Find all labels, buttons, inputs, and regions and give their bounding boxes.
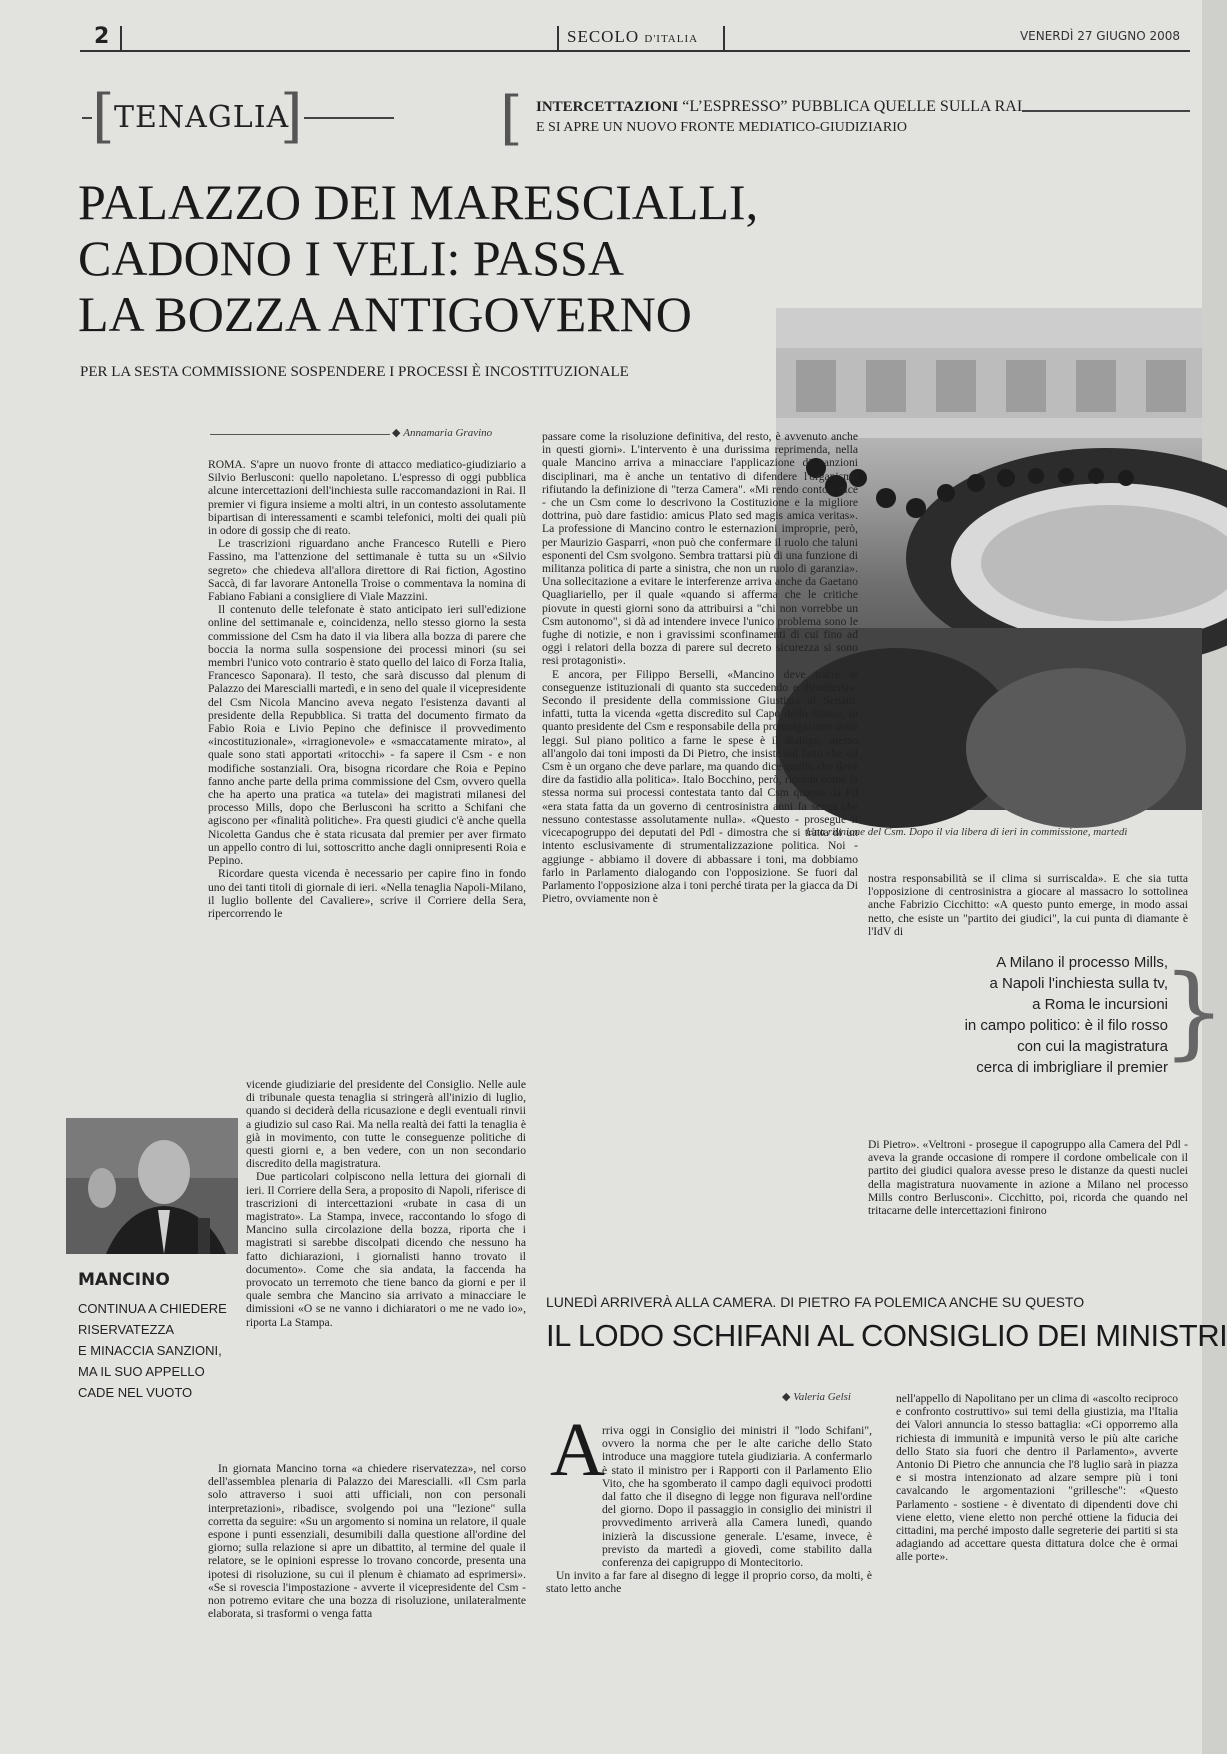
paper-name bbox=[567, 27, 698, 47]
paragraph: Due particolari colpiscono nella lettura dei giornali di ieri. Il Corriere della Sera, a proposito di Napoli, riferisce di trascrizioni di intercettazioni «rubate in casa di un magistrato». La Stampa, invece, raccontando lo sfogo di Mancino sulla circolazione della bozza, riporta che i magistrati si sarebbe discolpati dicendo che nessuno ha fatto dichiarazioni, i giornalisti hanno trovato il documento». Come che sia andata, la faccenda ha provocato un terremoto che tiene banco da giorni e per il quale sembra che Mancino sia arrivato a minacciare le dimissioni «O se ne vanno i dichiaratori o me ne vado io», riporta La Stampa. bbox=[246, 1170, 526, 1329]
paragraph: Un invito a far fare al disegno di legge il proprio corso, da molti, è stato letto anche bbox=[546, 1569, 872, 1596]
byline-author: Annamaria Gravino bbox=[403, 427, 493, 439]
paper-name-main: SECOLO bbox=[567, 27, 640, 46]
byline-author: Valeria Gelsi bbox=[793, 1391, 851, 1403]
kicker-lead: INTERCETTAZIONI bbox=[536, 99, 679, 115]
paragraph: passare come la risoluzione definitiva, del resto, è avvenuto anche in questi giorni». L'intervento è una durissima reprimenda, nella quale Mancino arriva a minacciare l'applicazione di sanzioni disciplinari, ma è anche un tentativo di difendere l'organismo rifiutando la definizione di "terza Camera". «Mi rendo conto - dice - che un Csm come lo descrivono la Costituzione e la migliore dottrina, può dare fastidio: amicus Plato sed magis amica veritas». La professione di Mancino contro le esternazioni improprie, però, per Maurizio Gasparri, «non può che confermare il ruolo che taluni esponenti del Csm svolgono. Sembra trattarsi più di una funzione di militanza politica di parte a sinistra, che non un ruolo di garanzia». Una sollecitazione a evitare le interferenze arriva anche da Gaetano Quagliariello, per il quale «quando si afferma che le critiche piovute in questi giorni sono da attribuirsi a "chi non vorrebbe un Csm autonomo", si dà ad intendere invece l'unico problema sono le fughe di notizie, e non i gravissimi sconfinamenti di cui fino ad oggi i relatori della bozza di parere sul decreto sicurezza si sono resi protagonisti». bbox=[542, 430, 858, 668]
page-number: 2 bbox=[94, 24, 110, 49]
article-column-2 bbox=[542, 430, 858, 905]
paragraph: rriva oggi in Consiglio dei ministri il "lodo Schifani", ovvero la norma che per le alte cariche dello Stato introduce una maggiore tutela giudiziaria. A confermarlo è stato il ministro per i Rapporti con il Parlamento Elio Vito, che ha sgomberato il campo dagli equivoci prodotti dal fatto che il disegno di legge non figurava nell'ordine del giorno. Dopo il passaggio in consiglio dei ministri il provvedimento arriverà alla Camera lunedì, quando inizierà la discussione generale. L'esame, invece, è previsto da martedì a giovedì, come stabilito dalla conferenza dei capigruppo di Montecitorio. bbox=[602, 1424, 872, 1570]
pullquote-line: A Milano il processo Mills, bbox=[996, 954, 1168, 971]
headline-line-2: CADONO I VELI: PASSA bbox=[78, 230, 624, 286]
pullquote-line: cerca di imbrigliare il premier bbox=[976, 1059, 1168, 1076]
caption-line: RISERVATEZZA bbox=[78, 1322, 175, 1337]
pullquote-line: in campo politico: è il filo rosso bbox=[964, 1017, 1168, 1034]
photo-caption: Una riunione del Csm. Dopo il via libera di ieri in commissione, martedì bbox=[806, 826, 1128, 838]
paragraph: ROMA. S'apre un nuovo fronte di attacco mediatico-giudiziario a Silvio Berlusconi: quello napoletano. L'espresso di oggi pubblica alcune intercettazioni dell'inchiesta sulle raccomandazioni in Rai. Il premier vi figura insieme a molti altri, in un contesto assolutamente bipartisan di interessamenti e scambi telefonici, molti dei quali più in odore di gossip che di reato. bbox=[208, 458, 526, 538]
portrait-name: MANCINO bbox=[78, 1270, 170, 1290]
article-column-1-narrow bbox=[246, 1078, 526, 1329]
headline-line-3: LA BOZZA ANTIGOVERNO bbox=[78, 286, 692, 342]
paragraph: In giornata Mancino torna «a chiedere riservatezza», nel corso dell'assemblea plenaria di Palazzo dei Marescialli. «Il Csm parla solo attraverso i suoi atti ufficiali, non con personali interpretazioni», ribadisce, svolgendo poi una "lezione" sulla corretta da seguire: «Su un argomento si nomina un relatore, il quale espone i punti essenziali, desumibili dalla questione all'ordine del giorno; sulla relazione si apre un dibattito, al termine del quale il relatore, se le opinioni espresse lo trovano concorde, presenta una ipotesi di risoluzione, su cui il plenum è chiamato ad esprimersi». «Se si rovescia l'impostazione - avverte il vicepresidente del Csm - non potremo evitare che una bozza di risoluzione, unilateralmente elaborata, si trasformi o venga fatta bbox=[208, 1462, 526, 1621]
section-name: TENAGLIA bbox=[114, 100, 290, 135]
pullquote-bracket: } bbox=[1162, 953, 1226, 1070]
pullquote-line: con cui la magistratura bbox=[1017, 1038, 1168, 1055]
second-article-kicker: LUNEDÌ ARRIVERÀ ALLA CAMERA. DI PIETRO FA POLEMICA ANCHE SU QUESTO bbox=[546, 1294, 1085, 1310]
paragraph: Le trascrizioni riguardano anche Francesco Rutelli e Piero Fassino, ma l'attenzione del settimanale è tutta su un «Silvio segreto» che chiedeva all'allora direttore di Rai fiction, Agostino Saccà, di far lavorare Antonella Troise o commentava la nomina di Fabiano Fabiani a consigliere di Viale Mazzini. bbox=[208, 537, 526, 604]
article-column-1-bottom bbox=[208, 1462, 526, 1620]
issue-date: VENERDÌ 27 GIUGNO 2008 bbox=[1019, 29, 1180, 43]
byline: ◆ Annamaria Gravino bbox=[210, 427, 546, 441]
second-article-column-2: nell'appello di Napolitano per un clima di «ascolto reciproco e confronto costruttivo» sui temi della giustizia, ma l'Italia dei Valori annuncia lo stesso battaglia: «Ci opporremo alla richiesta di immunità e impunità verso le più alte cariche dello Stato sia fuori che dentro il Parlamento», avverte Antonio Di Pietro che annuncia che l'8 luglio sarà in piazza e si mostra intenzionato ad alzare sempre più i toni cavalcando le argomentazioni "grillesche": «Questo Parlamento - sostiene - è diventato di dipendenti dove chi viene eletto, viene eletto non perché ottiene la fiducia dei cittadini, ma perché imposto dalle segreterie dei partiti si sta adagiando ad accettare questa dittatura dolce che è ormai alle porte». bbox=[896, 1392, 1178, 1564]
second-article-column-1 bbox=[546, 1424, 872, 1596]
paragraph: Il contenuto delle telefonate è stato anticipato ieri sull'edizione online del settimanale e, coincidenza, nello stesso giorno la sesta commissione del Csm ha dato il via libera alla bozza di parere che boccia la norma sulla sospensione dei processi minori (su sei membri l'unico voto contrario è stato quello del laico di Forza Italia, Francesco Saponara). Il testo, che sarà discusso dal plenum di Palazzo dei Marescialli martedì, e in seno del quale il vicepresidente del Csm Nicola Mancino aveva negato l'esistenza davanti al presidente della Repubblica. Si tratta del documento firmato da Fabio Roia e Livio Pepino che definisce il provvedimento «incostituzionale», «irragionevole» e «smaccatamente mirato», al quale sono stati apportati «ritocchi» - fa sapere il Csm - e non modifiche sostanziali. Ora, bisogna ricordare che Roia e Pepino fanno anche parte della prima commissione del Csm, ovvero quella che ha aperto una pratica «a tutela» dei magistrati milanesi del processo Mills, dopo che Berlusconi ha scritto a Schifani che agiscono per «finalità politiche». Fra questi giudici c'è anche quella Nicoletta Gandus che è stata ricusata dal premier per aver firmato un appello contro di lui, sottoscritto anche dagli onnipresenti Roia e Pepino. bbox=[208, 603, 526, 868]
caption-line: CONTINUA A CHIEDERE bbox=[78, 1301, 227, 1316]
subheadline: PER LA SESTA COMMISSIONE SOSPENDERE I PROCESSI È INCOSTITUZIONALE bbox=[80, 364, 629, 380]
paragraph: E ancora, per Filippo Berselli, «Mancino deve trarre le conseguenze istituzionali di quanto sta succedendo e dimettersi». Secondo il presidente della commissione Giustizia al Senato, infatti, tutta la vicenda «getta discredito sul Capo dello Stato», in quanto presidente del Csm e responsabile della promulgazione delle leggi. Sul piano politico a farne le spese è il dialogo, messo all'angolo dai toni imposti da Di Pietro, che insiste sul fatto che «il Csm è un organo che deve parlare, ma quando dice quello che deve dire da fastidio alla politica». Italo Bocchino, però, ricorda come la stessa norma sui processi contestata tanto dal Csm quanto da Pd «era stata fatta da un governo di centrosinistra anni fa senza che nessuno contestasse assolutamente nulla». «Questo - prosegue il vicecapogruppo dei deputati del Pdl - dimostra che si tratta di un intento esclusivamente di strumentalizzazione politica. Noi - aggiunge - abbiamo il dovere di abbassare i toni, ma dobbiamo farlo in Parlamento dialogando con l'opposizione. Se fuori dal Parlamento l'opposizione alza i toni perché tirata per la giacca da Di Pietro, ovviamente non è bbox=[542, 667, 858, 906]
portrait-caption bbox=[78, 1298, 248, 1403]
caption-line: CADE NEL VUOTO bbox=[78, 1385, 193, 1400]
dropcap: A bbox=[550, 1408, 605, 1492]
main-headline bbox=[78, 174, 798, 342]
headline-line-1: PALAZZO DEI MARESCIALLI, bbox=[78, 174, 759, 230]
article-column-3-top: nostra responsabilità se il clima si surriscalda». E che sia tutta l'opposizione di centrosinistra a giocare al massacro lo sottolinea anche Fabrizio Cicchitto: «A questo punto emerge, in modo assai netto, che esiste un "partito dei giudici", la cui punta di diamante è l'IdV di bbox=[868, 872, 1188, 938]
pullquote-line: a Roma le incursioni bbox=[1032, 996, 1168, 1013]
paragraph: Ricordare questa vicenda è necessario per capire fino in fondo uno dei tanti titoli di giornale di ieri. «Nella tenaglia Napoli-Milano, il luglio bollente del Cavaliere», scrive il Corriere della Sera, ripercorrendo le bbox=[208, 867, 526, 920]
caption-line: E MINACCIA SANZIONI, bbox=[78, 1343, 222, 1358]
bracket-right: ] bbox=[280, 82, 303, 150]
pullquote-line: a Napoli l'inchiesta sulla tv, bbox=[989, 975, 1168, 992]
kicker: [ INTERCETTAZIONI “L’ESPRESSO” PUBBLICA QUELLE SULLA RAI E SI APRE UN NUOVO FRONTE MEDIATICO-GIUDIZIARIO bbox=[500, 92, 1190, 152]
kicker-line2: E SI APRE UN NUOVO FRONTE MEDIATICO-GIUDIZIARIO bbox=[536, 120, 907, 135]
masthead bbox=[80, 24, 1190, 54]
caption-line: MA IL SUO APPELLO bbox=[78, 1364, 205, 1379]
portrait-photo bbox=[66, 1118, 238, 1254]
article-column-3-bottom: Di Pietro». «Veltroni - prosegue il capogruppo alla Camera del Pdl - aveva la grande occasione di rompere il cordone ombelicale con il partito dei giudici qualora avesse preso le distanze da questi nuclei della magistratura nuovamente in azione a Milano nel processo Mills contro Berlusconi». Cicchitto, poi, ricorda che quando nel tritacarne delle intercettazioni finirono bbox=[868, 1138, 1188, 1218]
section-label bbox=[82, 82, 442, 150]
paragraph: vicende giudiziarie del presidente del Consiglio. Nelle aule di tribunale questa tenaglia si stringerà all'inizio di luglio, quando si deciderà della ricusazione e degli eventuali rinvii a giudizio sul caso Rai. Ma nella realtà dei fatti la tenaglia è già in movimento, con tutte le conseguenze politiche di questi giorni e, a ben vedere, con un non secondario discredito della magistratura. bbox=[246, 1078, 526, 1171]
portrait-illustration bbox=[66, 1118, 238, 1254]
kicker-rest: “L’ESPRESSO” PUBBLICA QUELLE SULLA RAI bbox=[682, 98, 1023, 115]
second-article-headline: IL LODO SCHIFANI AL CONSIGLIO DEI MINISTRI bbox=[546, 1318, 1227, 1353]
pullquote bbox=[868, 952, 1168, 1078]
article-column-1 bbox=[208, 458, 526, 920]
second-article-byline: ◆ Valeria Gelsi bbox=[782, 1391, 851, 1403]
bracket-left: [ bbox=[92, 82, 115, 150]
paper-name-suffix: D'ITALIA bbox=[644, 33, 699, 45]
